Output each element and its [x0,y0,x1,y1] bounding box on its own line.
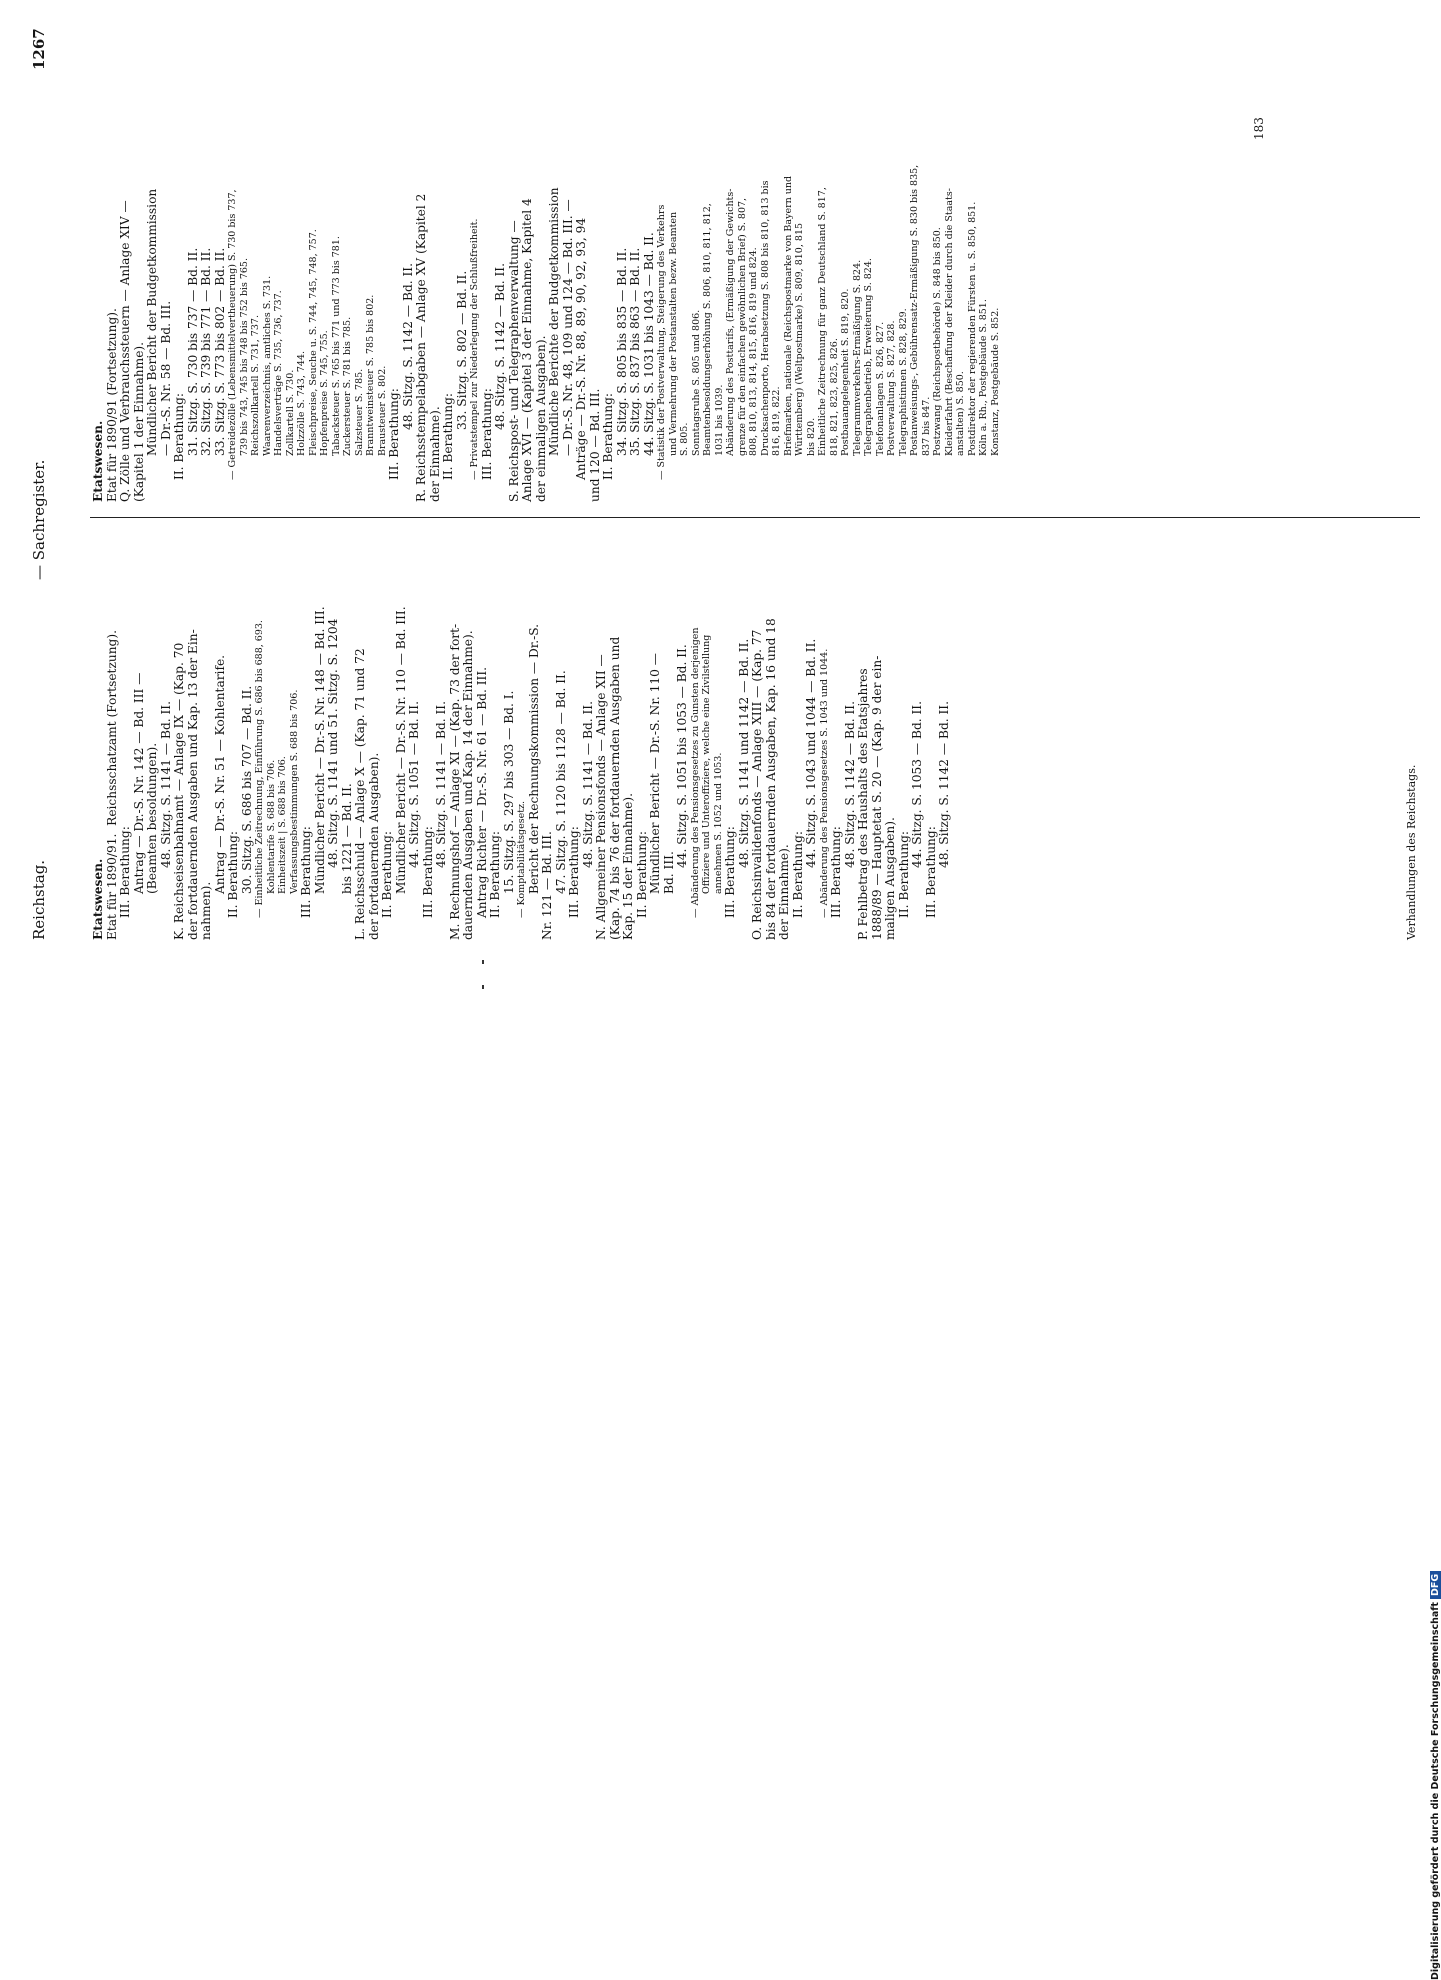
register-line: Mündliche Berichte der Budgetkommission [547,187,561,456]
register-line: bis 820. [805,417,817,456]
right-column [92,77,1001,502]
register-line: Einheitszeit | S. 688 bis 706. [277,756,288,894]
register-line: 48. Sitzg. S. 1142 — Bd. II. [400,263,415,430]
register-line: III. Berathung: [829,826,843,918]
register-line: M. Rechnungshof — Anlage XI — (Kap. 73 der fort- [447,623,462,940]
register-line: annehmen S. 1052 und 1053. [712,752,724,894]
register-line: der fortdauernden Ausgaben und Kap. 13 der Ein- [185,629,200,940]
register-line: 816, 819, 822. [771,386,782,456]
register-line: Offiziere und Unteroffiziere, welche eine Zivilstellung [701,634,712,894]
register-line: III. Berathung: [479,388,494,480]
register-line: Drucksachenporto, Herabsetzung S. 808 bis 810, 813 bis [759,180,771,456]
register-line: Mündlicher Bericht — Dr.-S. Nr. 110 — [648,653,662,894]
page-header-left: Reichstag. [30,859,48,940]
register-line: 48. Sitzg. S. 1141 — Bd. II. [580,701,595,868]
register-line: der Einnahme). [777,844,791,940]
register-line: 739 bis 743, 745 bis 748 bis 752 bis 765. [238,258,250,456]
register-line: nahmen). [199,881,213,940]
register-line: Etatswesen. [91,858,105,940]
register-line: 1031 bis 1039. [713,384,725,456]
register-line: Etat für 1890/91 (Fortsetzung). [104,308,119,502]
register-line: 48. Sitzg. S. 1141 — Bd. II. [434,701,448,868]
register-line: 33. Sitzg. S. 802 — Bd. II. [454,270,469,430]
register-line: bis 1221 — Bd. II. [339,783,354,894]
register-line: II. Berathung: [226,831,240,918]
register-line: Postzwang (Reichspostbehörde) S. 848 bis 850. [932,227,943,456]
register-line: Köln a. Rh., Postgebäude S. 851. [978,299,989,456]
register-line: 48. Sitzg. S. 1141 und 1142 — Bd. II. [736,638,751,868]
register-line: III. Berathung: [387,388,401,480]
register-line: Beamtenbesoldungserhöhung S. 806, 810, 811, 812, [702,203,713,456]
register-line: — Getreidezölle (Lebensmittelvertheuerung) S. 730 bis 737, [227,189,238,480]
register-line: Antrag Richter — Dr.-S. Nr. 61 — Bd. III. [474,666,489,918]
register-line: — Komptabilitätsgesetz. [516,800,527,918]
scan-mark [482,985,484,989]
register-line: Fleischpreise, Seuche u. S. 744, 745, 748, 757. [307,229,319,456]
register-line: Postdirektor der regierenden Fürsten u. S. 850, 851. [966,201,978,456]
register-line: 32. Sitzg. S. 739 bis 771 — Bd. II. [199,247,213,456]
register-line: Holzzölle S. 743, 744. [296,350,307,456]
register-line: Etat für 1890/91. Reichsschatzamt (Fortsetzung). [104,630,119,940]
register-line: Antrag — Dr.-S. Nr. 51 — Kohlentarife. [212,654,227,894]
register-line: II. Berathung: [790,831,805,918]
register-line: III. Berathung: [923,826,938,918]
register-line: Q. Zölle und Verbrauchssteuern — Anlage XIV — [118,200,132,502]
register-line: 35. Sitzg. S. 837 bis 863 — Bd. II. [628,247,642,456]
register-line: 31. Sitzg. S. 730 bis 737 — Bd. II. [185,247,200,456]
page-number: 1267 [30,28,48,70]
register-line: Hopfenpreise S. 745, 755. [319,330,330,456]
register-line: Verfassungsbestimmungen S. 688 bis 706. [288,689,300,894]
register-line: — Einheitliche Zeitrechnung, Einführung S. 686 bis 688, 693. [254,620,265,918]
register-line: L. Reichsschuld — Anlage X — (Kap. 71 und 72 [353,648,367,940]
signature-number: 183 [1252,117,1266,140]
register-line: anstalten) S. 850. [955,371,966,456]
register-line: Salzsteuer S. 785. [353,368,365,456]
register-line: 33. Sitzg. S. 773 bis 802 — Bd. II. [212,247,227,456]
register-line: Zollkartell S. 730. [284,369,296,456]
register-line: 44. Sitzg. S. 1043 und 1044 — Bd. II. [804,638,818,868]
register-line: Reichszollkartell S. 731, 737. [250,315,261,456]
register-line: II. Berathung: [896,831,911,918]
page-header-center: — Sachregister. [30,459,48,580]
register-line: II. Berathung: [172,393,186,480]
register-line: 48. Sitzg. S. 1142 — Bd. II. [842,701,857,868]
dfg-note: Digitalisierung gefördert durch die Deutsche Forschungsgemeinschaft [1430,1602,1441,1980]
column-divider [90,517,1420,518]
register-line: S. Reichspost- und Telegraphenverwaltung — [506,220,521,502]
register-line: — Dr.-S. Nr. 48, 109 und 124 — Bd. III. — [560,199,575,456]
register-line: Konstanz, Postgebäude S. 852. [989,307,1001,456]
register-line: O. Reichsinvalidenfonds — Anlage XIII — (Kap. 77 [750,629,764,940]
register-line: 48. Sitzg. S. 1142 — Bd. II. [937,701,951,868]
register-line: II. Berathung: [634,831,649,918]
register-line: P. Fehlbetrag des Haushalts des Etatsjahres [856,668,870,940]
register-line: Bd. III. [661,851,676,894]
register-line: (Kapitel 1 der Einnahme). [131,341,146,502]
register-line: Zuckersteuer S. 781 bis 785. [342,316,353,456]
register-line: — Statistik der Postverwaltung, Steigerung des Verkehrs [656,204,667,480]
register-line: 48. Sitzg. S. 1141 — Bd. II. [158,701,173,868]
register-line: der einmaligen Ausgaben). [533,335,548,502]
page-footer: Verhandlungen des Reichstags. [1405,764,1418,940]
register-line: Kap. 15 der Einnahme). [621,792,635,940]
register-line: Telegraphistinnen S. 828, 829. [897,308,909,456]
register-line: Bericht der Rechnungskommission — Dr.-S. [526,623,541,894]
register-line: 44. Sitzg. S. 1051 — Bd. II. [407,701,421,868]
register-line: Waarenverzeichnis, amtliches S. 731. [261,275,273,456]
register-line: R. Reichsstempelabgaben — Anlage XV (Kapitel 2 [414,193,428,502]
register-line: Branntweinsteuer S. 785 bis 802. [365,294,376,456]
register-line: Württemberg) (Weltpostmarke) S. 809, 810, 815 [794,222,805,456]
register-line: 44. Sitzg. S. 1031 bis 1043 — Bd. II. [641,232,656,456]
left-column [92,515,952,940]
register-line: Telefonanlagen S. 826, 827. [874,321,886,456]
register-line: II. Berathung: [488,831,502,918]
register-line: 48. Sitzg. S. 1141 und 51. Sitzg. S. 1204 [326,618,340,868]
register-line: 44. Sitzg. S. 1053 — Bd. II. [910,701,924,868]
register-line: Sonntagsruhe S. 805 und 806. [690,309,702,456]
dfg-watermark [1430,1571,1441,1980]
register-line: Kohlentarife S. 688 bis 706. [265,759,277,894]
register-line: II. Berathung: [601,393,615,480]
register-line: der Einnahme). [427,406,442,502]
register-line: Etatswesen. [91,420,105,502]
register-line: Postbauangelegenheit S. 819, 820. [840,288,851,456]
register-line: Anlage XVI — (Kapitel 3 der Einnahme, Kapitel 4 [520,198,534,502]
register-line: grenze für den einfachen gewöhnlichen Brief) S. 807, [736,197,748,456]
register-line: 818, 821, 823, 825, 826. [828,338,840,456]
register-line: und Vermehrung der Postanstalten bezw. Beamten [667,211,679,456]
register-line: — Abänderung des Pensionsgesetzes zu Gunsten derjenigen [689,627,701,918]
register-line: Nr. 121 — Bd. III. [540,831,554,940]
register-line: II. Berathung: [380,831,394,918]
register-line: III. Berathung: [420,826,435,918]
register-line: II. Berathung: [441,393,455,480]
register-line: 1888/89 — Hauptetat S. 20 — (Kap. 9 der ein- [869,655,884,940]
register-line: Brausteuer S. 802. [376,365,388,456]
register-line: Anträge — Dr.-S. Nr. 88, 89, 90, 92, 93, 94 [574,217,588,480]
register-line: Telegrammverkehrs-Ermäßigung S. 824. [851,259,863,456]
register-line: Tabacksteuer S. 765 bis 771 und 773 bis 781. [330,236,342,456]
register-line: (Beamten besoldungen). [145,742,159,894]
register-line: 837 bis 847. [920,396,932,456]
register-line: und 120 — Bd. III. [587,388,602,502]
register-line: Postanweisungs-, Gebührensatz-Ermäßigung S. 830 bis 835, [909,164,920,456]
register-line: III. Berathung: [567,826,581,918]
register-line: 44. Sitzg. S. 1051 bis 1053 — Bd. II. [675,644,689,868]
register-line: III. Berathung: [723,826,737,918]
register-line: bis 84 der fortdauernden Ausgaben, Kap. 16 und 18 [763,618,778,940]
register-line: Postverwaltung S. 827, 828. [886,320,897,456]
dfg-logo-icon: DFG [1430,1571,1441,1599]
register-line: 15. Sitzg. S. 297 bis 303 — Bd. I. [501,690,516,894]
register-line: 30. Sitzg. S. 686 bis 707 — Bd. II. [239,685,254,894]
register-line: — Dr.-S. Nr. 58 — Bd. III. [158,300,173,456]
register-line: Mündlicher Bericht — Dr.-S. Nr. 110 — Bd. III. [393,606,408,894]
register-line: Antrag — Dr.-S. Nr. 142 — Bd. III — [131,672,146,894]
register-line: — Abänderung des Pensionsgesetzes S. 1043 und 1044. [818,648,830,918]
register-line: 48. Sitzg. S. 1142 — Bd. II. [493,263,507,430]
register-line: 808, 810, 813, 814, 815, 816, 819 und 824. [748,247,759,456]
register-line: K. Reichseisenbahnamt — Anlage IX — (Kap. 70 [172,642,186,940]
register-line: Einheitliche Zeitrechnung für ganz Deutschland S. 817, [817,187,828,456]
register-line: S. 805. [679,422,690,456]
register-line: 47. Sitzg. S. 1120 bis 1128 — Bd. II. [553,670,568,894]
register-line: Briefmarken, nationale (Reichspostmarke von Bayern und [782,175,794,456]
register-line: Telegraphenbetrieb, Erweiterung S. 824. [863,258,874,456]
register-line: Abänderung des Posttarifs, (Ermäßigung der Gewichts- [725,188,736,456]
register-line: dauernden Ausgaben und Kap. 14 der Einnahme). [461,630,475,940]
register-line: Handelsverträge S. 735, 736, 737. [273,290,284,456]
register-line: — Privatstempel zur Niederlegung der Schlußfreiheit. [469,218,480,480]
register-line: 34. Sitzg. S. 805 bis 835 — Bd. II. [614,247,629,456]
register-line: Mündlicher Bericht der Budgetkommission [145,188,159,456]
scan-mark [482,960,484,964]
register-line: der fortdauernden Ausgaben). [366,752,381,940]
register-line: (Kap. 74 bis 76 der fortdauernden Ausgaben und [607,636,622,940]
register-line: III. Berathung: [299,826,313,918]
register-line: maligen Ausgaben). [883,817,897,940]
register-line: III. Berathung: [118,826,132,918]
register-line: Mündlicher Bericht — Dr.-S. Nr. 148 — Bd. III. [312,606,327,894]
register-line: N. Allgemeiner Pensionsfonds — Anlage XII — [594,654,608,940]
register-line: Kleiderfahrt (Beschaffung der Kleider durch die Staats- [943,188,955,456]
